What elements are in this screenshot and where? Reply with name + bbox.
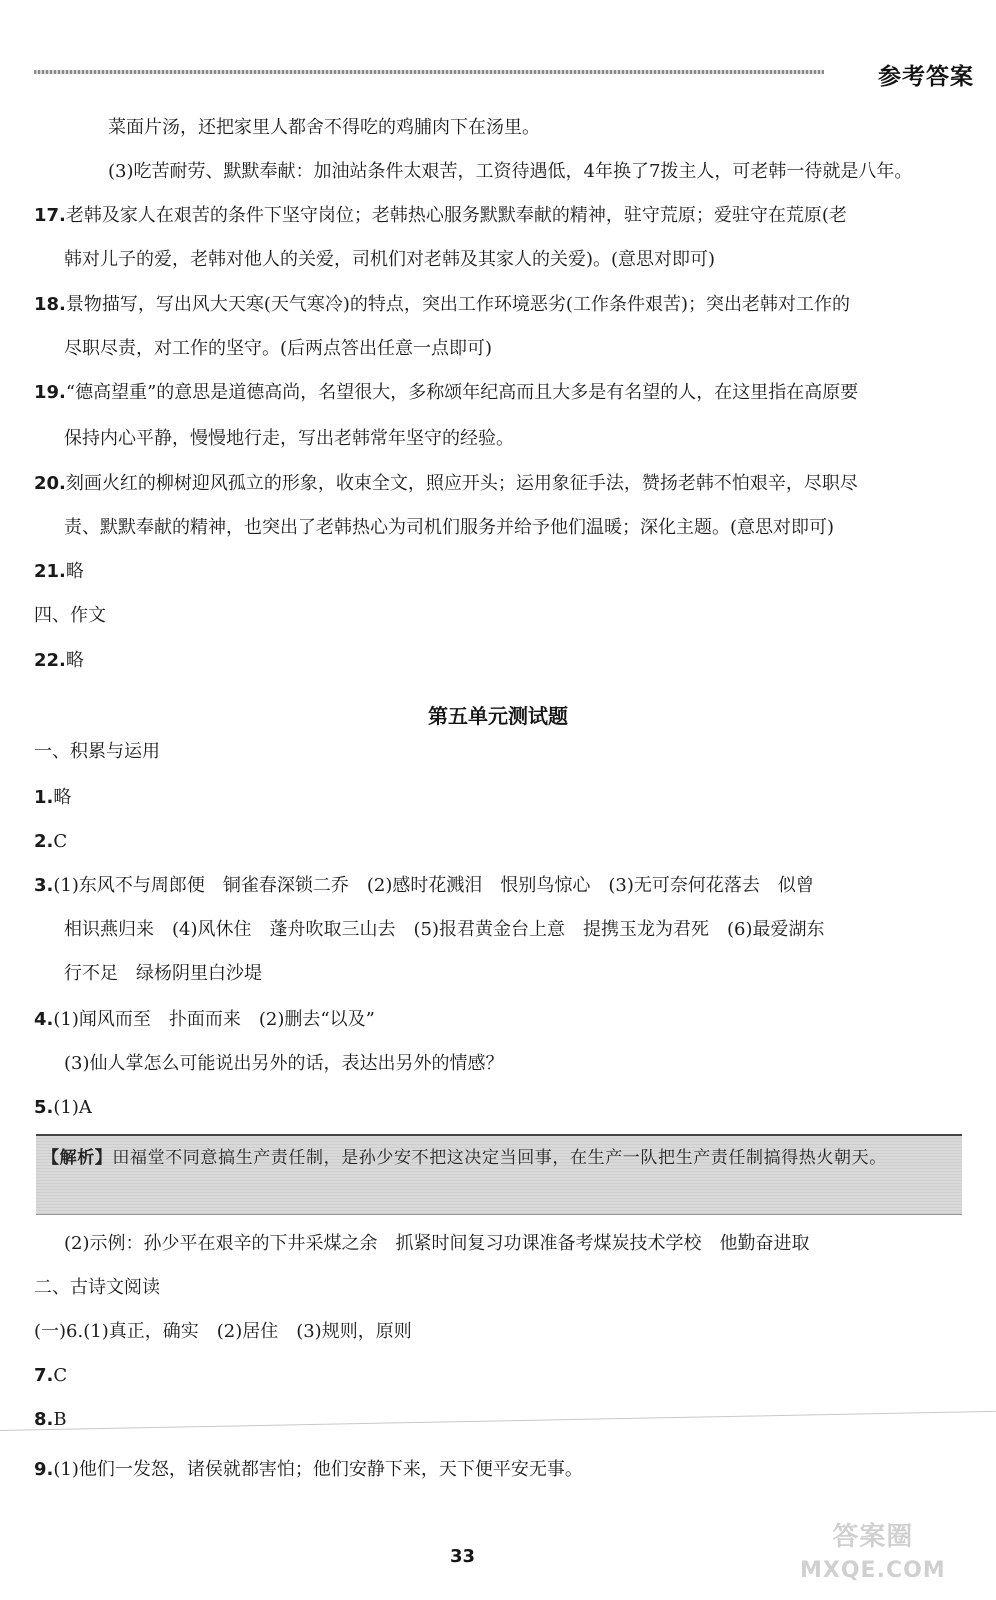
answer-line: 3.(1)东风不与周郎便 铜雀春深锁二乔 (2)感时花溅泪 恨别鸟惊心 (3)无可奈何花落去 似曾 (34, 875, 814, 896)
answer-line: 2.C (34, 831, 68, 852)
answer-line: 保持内心平静，慢慢地行走，写出老韩常年坚守的经验。 (64, 428, 514, 449)
answer-line: 责、默默奉献的精神，也突出了老韩热心为司机们服务并给予他们温暖；深化主题。(意思对即可) (64, 517, 835, 538)
page-number: 33 (450, 1546, 476, 1567)
answer-line: 20.刻画火红的柳树迎风孤立的形象，收束全文，照应开头；运用象征手法，赞扬老韩不怕艰辛，尽职尽 (34, 473, 858, 494)
answer-line: (3)仙人掌怎么可能说出另外的话，表达出另外的情感？ (64, 1053, 504, 1074)
section-heading: 一、积累与运用 (34, 741, 160, 762)
answer-line: 行不足 绿杨阴里白沙堤 (64, 963, 262, 984)
answer-line: 4.(1)闻风而至 扑面而来 (2)删去“以及” (34, 1009, 375, 1030)
answer-line: 9.(1)他们一发怒，诸侯就都害怕；他们安静下来，天下便平安无事。 (34, 1459, 583, 1480)
watermark (800, 1520, 946, 1588)
answer-line: 韩对儿子的爱，老韩对他人的关爱，司机们对老韩及其家人的关爱)。(意思对即可) (64, 249, 716, 270)
answer-line: 7.C (34, 1365, 68, 1386)
analysis-label: 【解析】 (42, 1148, 113, 1168)
answer-line: 21.略 (34, 561, 84, 582)
answer-line: 5.(1)A (34, 1097, 92, 1118)
answer-line: (2)示例：孙少平在艰辛的下井采煤之余 抓紧时间复习功课准备考煤炭技术学校 他勤奋进取 (64, 1233, 810, 1254)
answer-line: 22.略 (34, 650, 84, 671)
answer-line: (一)6.(1)真正，确实 (2)居住 (3)规则，原则 (34, 1321, 412, 1342)
section-heading: 二、古诗文阅读 (34, 1277, 160, 1298)
scan-line (0, 1411, 996, 1431)
analysis-text (42, 1142, 956, 1174)
answer-line: 19.“德高望重”的意思是道德高尚，名望很大，多称颂年纪高而且大多是有名望的人，在这里指在高原要 (34, 382, 859, 403)
answer-line: 17.老韩及家人在艰苦的条件下坚守岗位；老韩热心服务默默奉献的精神，驻守荒原；爱驻守在荒原(老 (34, 205, 847, 226)
answer-line: 18.景物描写，写出风大天寒(天气寒冷)的特点，突出工作环境恶劣(工作条件艰苦)；突出老韩对工作的 (34, 294, 850, 315)
header-title: 参考答案 (878, 64, 974, 90)
section-heading: 四、作文 (34, 605, 106, 626)
answer-line: (3)吃苦耐劳、默默奉献：加油站条件太艰苦，工资待遇低，4年换了7拨主人，可老韩一待就是八年。 (108, 161, 913, 182)
answer-line: 1.略 (34, 787, 72, 808)
answer-line: 相识燕归来 (4)风休住 蓬舟吹取三山去 (5)报君黄金台上意 提携玉龙为君死 (6)最爱湖东 (64, 919, 825, 940)
watermark-text: 答案圈 (832, 1522, 914, 1552)
unit-test-title: 第五单元测试题 (428, 704, 568, 728)
watermark-url: MXQE.COM (800, 1558, 946, 1583)
answer-line: 8.B (34, 1409, 67, 1430)
analysis-body: 田福堂不同意搞生产责任制，是孙少安不把这决定当回事，在生产一队把生产责任制搞得热火朝天。 (112, 1148, 887, 1168)
answer-line: 菜面片汤，还把家里人都舍不得吃的鸡脯肉下在汤里。 (108, 117, 540, 138)
answer-line: 尽职尽责，对工作的坚守。(后两点答出任意一点即可) (64, 338, 493, 359)
